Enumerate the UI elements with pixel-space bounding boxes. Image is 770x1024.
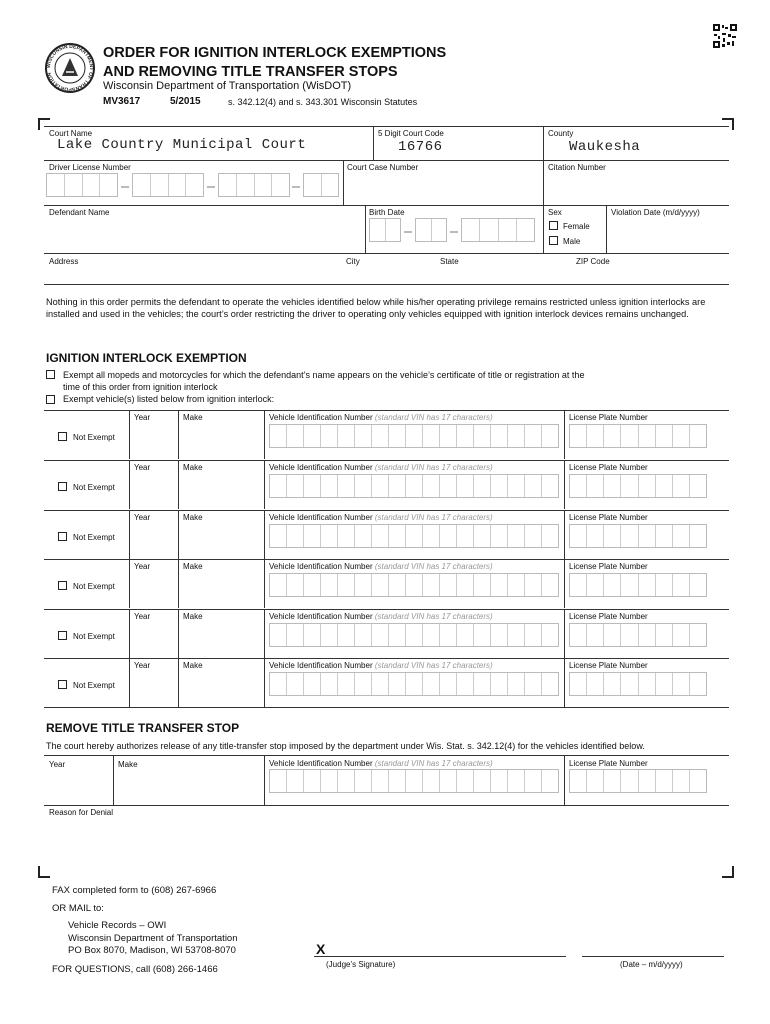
fax-text: FAX completed form to (608) 267-6966	[52, 885, 217, 896]
reason-denial-label: Reason for Denial	[49, 808, 114, 817]
vehicle-make-field[interactable]	[182, 524, 260, 554]
vehicle-year-field[interactable]	[133, 623, 175, 653]
not-exempt-checkbox[interactable]	[58, 532, 67, 541]
vehicle-plate-field[interactable]	[569, 524, 707, 548]
male-label: Male	[563, 237, 581, 246]
vehicle-plate-field[interactable]	[569, 672, 707, 696]
ts-make-label: Make	[118, 760, 138, 769]
birth-date-label: Birth Date	[369, 208, 405, 217]
qr-code	[713, 24, 737, 48]
title-stop-heading: REMOVE TITLE TRANSFER STOP	[46, 721, 240, 735]
vehicle-year-field[interactable]	[133, 573, 175, 603]
not-exempt-label: Not Exempt	[73, 582, 115, 591]
vehicle-plate-field[interactable]	[569, 623, 707, 647]
vehicle-vin-field[interactable]	[269, 623, 559, 647]
vehicle-make-field[interactable]	[182, 623, 260, 653]
vehicle-year-label: Year	[134, 463, 151, 472]
ts-year-label: Year	[49, 760, 66, 769]
form-title: ORDER FOR IGNITION INTERLOCK EXEMPTIONS AND REMOVING TITLE TRANSFER STOPS	[103, 45, 447, 80]
address-field[interactable]	[49, 266, 729, 282]
state-label: State	[440, 257, 459, 266]
vehicle-plate-field[interactable]	[569, 573, 707, 597]
vehicle-make-field[interactable]	[182, 672, 260, 702]
ts-plate-field[interactable]	[569, 769, 707, 793]
vehicle-plate-label: License Plate Number	[569, 413, 648, 422]
dl-label: Driver License Number	[49, 163, 131, 172]
female-label: Female	[563, 222, 590, 231]
vehicle-vin-field[interactable]	[269, 424, 559, 448]
vehicle-make-label: Make	[183, 612, 203, 621]
vehicle-plate-label: License Plate Number	[569, 513, 648, 522]
birth-day-field[interactable]	[415, 218, 447, 242]
vehicle-year-field[interactable]	[133, 672, 175, 702]
vehicle-vin-field[interactable]	[269, 573, 559, 597]
county-field[interactable]: Waukesha	[569, 139, 641, 155]
not-exempt-checkbox[interactable]	[58, 581, 67, 590]
mail-text: OR MAIL to:	[52, 903, 104, 914]
questions-text: FOR QUESTIONS, call (608) 266-1466	[52, 964, 218, 975]
vehicle-make-label: Make	[183, 413, 203, 422]
vehicle-vin-label: Vehicle Identification Number (standard VIN has 17 characters)	[269, 413, 493, 422]
vehicle-vin-field[interactable]	[269, 672, 559, 696]
vehicle-vin-label: Vehicle Identification Number (standard VIN has 17 characters)	[269, 513, 493, 522]
vehicle-vin-field[interactable]	[269, 524, 559, 548]
court-code-label: 5 Digit Court Code	[378, 129, 444, 138]
corner-mark	[38, 866, 50, 878]
dl-number-field[interactable]	[218, 173, 290, 197]
dl-number-field[interactable]	[46, 173, 118, 197]
corner-mark	[722, 118, 734, 130]
vehicle-vin-label: Vehicle Identification Number (standard VIN has 17 characters)	[269, 661, 493, 670]
vehicle-year-label: Year	[134, 661, 151, 670]
vehicle-year-field[interactable]	[133, 474, 175, 504]
address-label: Address	[49, 257, 79, 266]
not-exempt-checkbox[interactable]	[58, 432, 67, 441]
dl-number-field[interactable]	[132, 173, 204, 197]
court-case-label: Court Case Number	[347, 163, 419, 172]
vehicle-make-field[interactable]	[182, 573, 260, 603]
dl-number-field[interactable]	[303, 173, 339, 197]
vehicle-vin-label: Vehicle Identification Number (standard VIN has 17 characters)	[269, 612, 493, 621]
vehicle-year-label: Year	[134, 513, 151, 522]
vehicle-plate-label: License Plate Number	[569, 612, 648, 621]
agency-name: Wisconsin Department of Transportation (WisDOT)	[103, 80, 352, 92]
vehicle-year-field[interactable]	[133, 424, 175, 454]
violation-date-field[interactable]	[611, 218, 726, 248]
notice-text: Nothing in this order permits the defendant to operate the vehicles identified below while his/her operating privilege remains restricted unless ignition interlocks are installed and used in the vehicles; the court’s order restricting the driver to operating only vehicles equipped with ignition interlock devices remains unchanged.	[46, 297, 706, 319]
vehicle-year-label: Year	[134, 413, 151, 422]
exempt-mopeds-label: Exempt all mopeds and motorcycles for which the defendant’s name appears on the vehicle’s certificate of title or registration at the time of this order from ignition interlock	[63, 370, 585, 392]
svg-text:WISCONSIN DEPARTMENT OF TRANSP: WISCONSIN DEPARTMENT OF TRANSPORTATION	[45, 43, 95, 93]
vehicle-vin-label: Vehicle Identification Number (standard VIN has 17 characters)	[269, 562, 493, 571]
vehicle-plate-label: License Plate Number	[569, 562, 648, 571]
not-exempt-label: Not Exempt	[73, 533, 115, 542]
sex-label: Sex	[548, 208, 562, 217]
reason-denial-field[interactable]	[49, 820, 724, 862]
exempt-listed-checkbox[interactable]	[46, 395, 55, 404]
exemption-heading: IGNITION INTERLOCK EXEMPTION	[46, 351, 247, 365]
title-stop-text: The court hereby authorizes release of any title-transfer stop imposed by the department under Wis. Stat. s. 342.12(4) for the vehicles identified below.	[46, 741, 645, 751]
vehicle-make-label: Make	[183, 562, 203, 571]
vehicle-year-label: Year	[134, 562, 151, 571]
signature-x: X	[316, 941, 326, 957]
citation-label: Citation Number	[548, 163, 606, 172]
not-exempt-checkbox[interactable]	[58, 680, 67, 689]
mail-address: Vehicle Records – OWI Wisconsin Department of Transportation PO Box 8070, Madison, WI 53708-8070	[68, 920, 238, 956]
defendant-name-field[interactable]	[49, 218, 359, 248]
vehicle-year-field[interactable]	[133, 524, 175, 554]
not-exempt-label: Not Exempt	[73, 483, 115, 492]
form-number: MV3617	[103, 96, 141, 107]
vehicle-vin-label: Vehicle Identification Number (standard VIN has 17 characters)	[269, 463, 493, 472]
not-exempt-label: Not Exempt	[73, 433, 115, 442]
vehicle-make-field[interactable]	[182, 474, 260, 504]
judge-signature-label: (Judge’s Signature)	[326, 960, 396, 969]
birth-month-field[interactable]	[369, 218, 401, 242]
wisdot-seal-icon	[44, 42, 96, 94]
county-label: County	[548, 129, 574, 138]
exempt-mopeds-checkbox[interactable]	[46, 370, 55, 379]
vehicle-plate-label: License Plate Number	[569, 463, 648, 472]
vehicle-make-label: Make	[183, 661, 203, 670]
court-case-field[interactable]	[347, 173, 537, 201]
ts-vin-field[interactable]	[269, 769, 559, 793]
vehicle-make-field[interactable]	[182, 424, 260, 454]
signature-date-label: (Date – m/d/yyyy)	[620, 960, 683, 969]
female-checkbox[interactable]	[549, 221, 558, 230]
court-code-field[interactable]: 16766	[398, 139, 443, 155]
defendant-name-label: Defendant Name	[49, 208, 110, 217]
not-exempt-label: Not Exempt	[73, 632, 115, 641]
vehicle-plate-field[interactable]	[569, 424, 707, 448]
not-exempt-label: Not Exempt	[73, 681, 115, 690]
male-checkbox[interactable]	[549, 236, 558, 245]
vehicle-make-label: Make	[183, 463, 203, 472]
vehicle-year-label: Year	[134, 612, 151, 621]
ts-vin-label: Vehicle Identification Number (standard VIN has 17 characters)	[269, 759, 493, 768]
zip-label: ZIP Code	[576, 257, 610, 266]
not-exempt-checkbox[interactable]	[58, 631, 67, 640]
birth-year-field[interactable]	[461, 218, 535, 242]
judge-signature-field[interactable]	[314, 944, 566, 956]
signature-date-field[interactable]	[582, 944, 724, 956]
vehicle-plate-field[interactable]	[569, 474, 707, 498]
corner-mark	[722, 866, 734, 878]
court-name-label: Court Name	[49, 129, 93, 138]
not-exempt-checkbox[interactable]	[58, 482, 67, 491]
vehicle-plate-label: License Plate Number	[569, 661, 648, 670]
court-name-field[interactable]: Lake Country Municipal Court	[57, 137, 307, 153]
citation-field[interactable]	[548, 173, 726, 201]
city-label: City	[346, 257, 360, 266]
ts-plate-label: License Plate Number	[569, 759, 648, 768]
violation-date-label: Violation Date (m/d/yyyy)	[611, 208, 700, 217]
vehicle-vin-field[interactable]	[269, 474, 559, 498]
form-date: 5/2015	[170, 96, 201, 107]
statutes: s. 342.12(4) and s. 343.301 Wisconsin Statutes	[228, 97, 418, 107]
vehicle-make-label: Make	[183, 513, 203, 522]
exempt-listed-label: Exempt vehicle(s) listed below from ignition interlock:	[63, 394, 275, 404]
